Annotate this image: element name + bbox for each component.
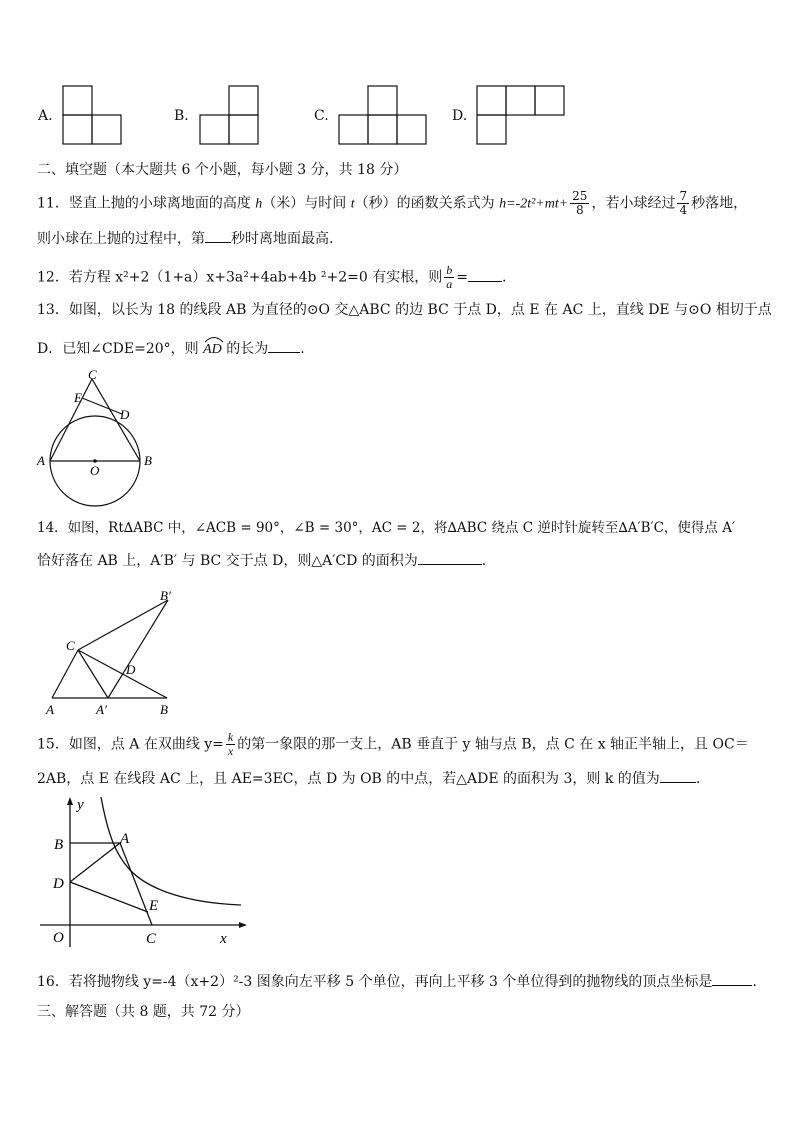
label-d: D <box>53 876 64 892</box>
q11-fraction-7-4: $\frac{7}{4}$ <box>679 189 688 217</box>
label-b: B <box>54 837 64 853</box>
option-d-label: D. <box>452 108 468 124</box>
figure-13 <box>30 365 165 510</box>
question-13-line-1: 13．如图，以长为 18 的线段 AB 为直径的⊙O 交△ABC 的边 BC 于点 D，点 E 在 AC 上，直线 DE 与⊙O 相切于点 <box>37 302 772 318</box>
q11-answer-blank[interactable] <box>205 228 231 243</box>
question-15-line-2: 2AB，点 E 在线段 AC 上，且 AE=3EC，点 D 为 OB 的中点，若△ADE 的面积为 3，则 k 的值为 . <box>37 768 700 789</box>
q14-answer-blank[interactable] <box>418 550 482 565</box>
label-c: C <box>146 931 157 947</box>
label-o: O <box>90 463 100 478</box>
option-d-figure <box>476 85 567 147</box>
label-d: D <box>126 662 136 677</box>
question-15-line-1: 15．如图，点 A 在双曲线 y= $\frac{k}{x}$ 的第一象限的那一支上，AB 垂直于 y 轴与点 B，点 C 在 x 轴正半轴上，且 OC＝ <box>37 730 749 758</box>
q16-answer-blank[interactable] <box>712 971 752 986</box>
q11-formula: h=-2t²+mt+ <box>499 196 569 212</box>
section-3-heading: 三、解答题（共 8 题，共 72 分） <box>37 1004 250 1020</box>
label-o: O <box>53 930 64 946</box>
option-b-label: B. <box>174 108 189 124</box>
q15-fraction-k-x: $\frac{k}{x}$ <box>227 730 234 758</box>
question-11-line-2: 则小球在上抛的过程中，第 秒时离地面最高. <box>37 228 333 249</box>
label-b-prime: B′ <box>160 588 171 603</box>
question-16: 16．若将抛物线 y=-4（x+2）²-3 图象向左平移 5 个单位，再向上平移 3 个单位得到的抛物线的顶点坐标是 . <box>37 971 757 992</box>
label-a: A <box>46 702 54 717</box>
label-c: C <box>88 367 97 382</box>
option-c-figure <box>338 85 429 147</box>
label-a: A <box>37 453 45 468</box>
q12-fraction-b-a: $\frac{b}{a}$ <box>446 263 453 291</box>
label-a-prime: A′ <box>96 702 107 717</box>
label-b: B <box>160 702 168 717</box>
label-b: B <box>144 453 152 468</box>
label-c: C <box>66 638 75 653</box>
question-11-line-1: 11．竖直上抛的小球离地面的高度 h（米）与时间 t（秒）的函数关系式为 h=-2t²+mt+ $\frac{25}{8}$ ，若小球经过 $\frac{7}{4}$ 秒落地， <box>37 189 748 217</box>
q11-fraction-25-8: $\frac{25}{8}$ <box>572 189 588 217</box>
question-14-line-1: 14．如图，Rt∆ABC 中，∠ACB = 90°，∠B = 30°，AC = 2，将∆ABC 绕点 C 逆时针旋转至∆A′B′C，使得点 A′ <box>37 520 736 536</box>
option-a-label: A. <box>38 108 53 124</box>
hyperbola <box>101 797 241 905</box>
question-13-line-2: D．已知∠CDE=20°，则 AD 的长为 . <box>37 338 305 360</box>
figure-14 <box>40 588 190 718</box>
label-y: y <box>77 797 84 813</box>
label-a: A <box>120 831 130 847</box>
q15-answer-blank[interactable] <box>660 768 696 783</box>
question-14-line-2: 恰好落在 AB 上，A′B′ 与 BC 交于点 D，则△A′CD 的面积为 . <box>37 550 486 571</box>
label-x: x <box>220 931 227 947</box>
q12-answer-blank[interactable] <box>468 267 502 282</box>
section-2-heading: 二、填空题（本大题共 6 个小题，每小题 3 分，共 18 分） <box>37 162 408 178</box>
option-c-label: C. <box>314 108 329 124</box>
figure-15 <box>40 795 250 955</box>
q13-answer-blank[interactable] <box>268 338 300 353</box>
arc-ad: AD <box>203 338 222 360</box>
option-b-figure <box>199 85 261 147</box>
question-12: 12．若方程 x²+2（1+a）x+3a²+4ab+4b ²+2=0 有实根，则 $\frac{b}{a}$ = . <box>37 263 507 291</box>
label-d: D <box>120 407 130 422</box>
label-e: E <box>74 390 82 405</box>
label-e: E <box>149 898 159 914</box>
option-a-figure <box>62 85 124 147</box>
